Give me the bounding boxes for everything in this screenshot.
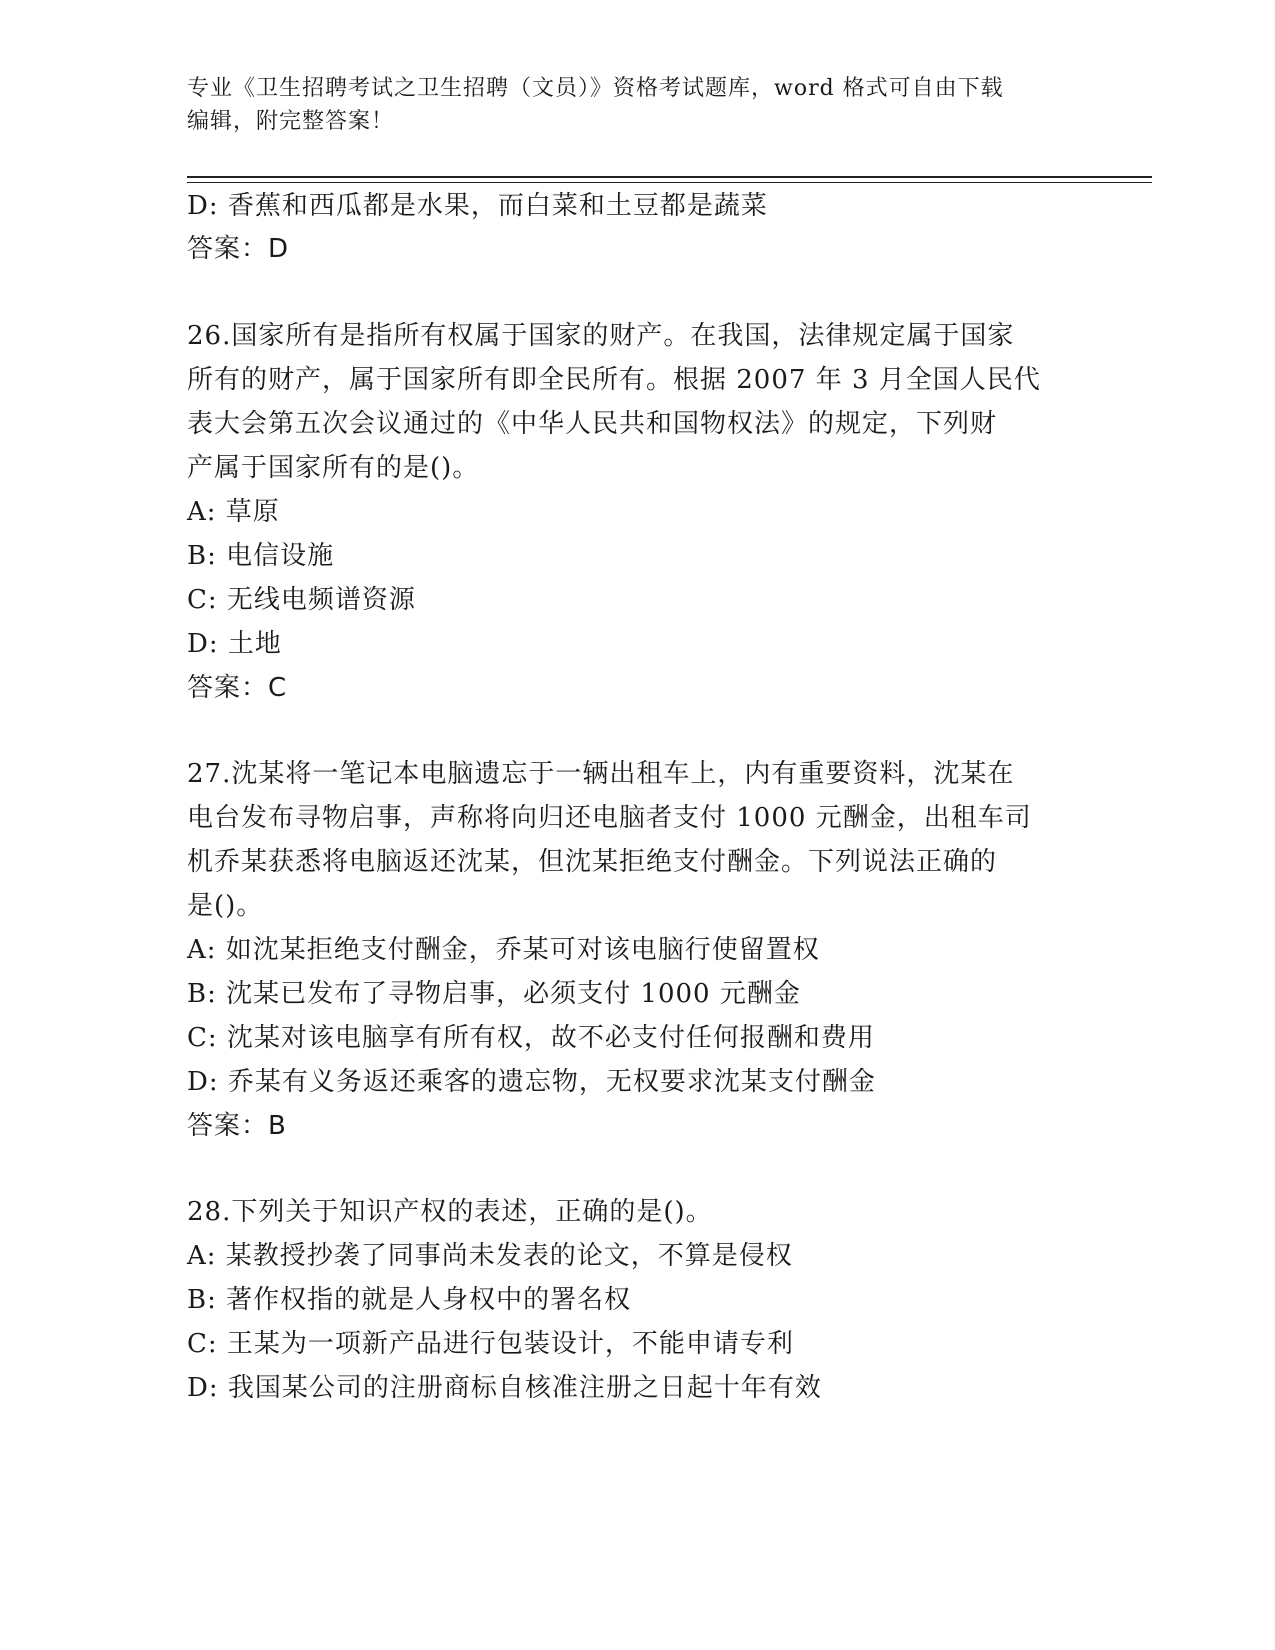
question-27-option-a: A: 如沈某拒绝支付酬金，乔某可对该电脑行使留置权 bbox=[187, 935, 820, 965]
question-27-answer: 答案：B bbox=[187, 1111, 287, 1141]
header-rule-thick bbox=[187, 176, 1152, 178]
question-26-option-a: A: 草原 bbox=[187, 497, 280, 527]
question-27-stem-4: 是()。 bbox=[187, 891, 264, 921]
question-28-option-c: C: 王某为一项新产品进行包装设计，不能申请专利 bbox=[187, 1329, 794, 1359]
document-header bbox=[187, 72, 1067, 138]
header-line-1: 专业《卫生招聘考试之卫生招聘（文员）》资格考试题库，word 格式可自由下载 bbox=[187, 76, 1004, 101]
question-26-stem-1: 26.国家所有是指所有权属于国家的财产。在我国，法律规定属于国家 bbox=[187, 321, 1015, 351]
question-26-option-d: D: 土地 bbox=[187, 629, 282, 659]
question-28-option-a: A: 某教授抄袭了同事尚未发表的论文，不算是侵权 bbox=[187, 1241, 793, 1271]
question-27-option-b: B: 沈某已发布了寻物启事，必须支付 1000 元酬金 bbox=[187, 979, 801, 1009]
question-26-stem-3: 表大会第五次会议通过的《中华人民共和国物权法》的规定，下列财 bbox=[187, 409, 998, 439]
question-26-stem-2: 所有的财产，属于国家所有即全民所有。根据 2007 年 3 月全国人民代 bbox=[187, 365, 1041, 395]
question-27-stem-1: 27.沈某将一笔记本电脑遗忘于一辆出租车上，内有重要资料，沈某在 bbox=[187, 759, 1015, 789]
question-26-option-b: B: 电信设施 bbox=[187, 541, 335, 571]
header-rule-thin bbox=[187, 182, 1152, 183]
question-27-stem-2: 电台发布寻物启事，声称将向归还电脑者支付 1000 元酬金，出租车司 bbox=[187, 803, 1032, 833]
question-28-option-b: B: 著作权指的就是人身权中的署名权 bbox=[187, 1285, 632, 1315]
header-line-2: 编辑，附完整答案！ bbox=[187, 109, 395, 134]
question-26-answer: 答案：C bbox=[187, 673, 288, 703]
question-27-option-c: C: 沈某对该电脑享有所有权，故不必支付任何报酬和费用 bbox=[187, 1023, 875, 1053]
answer-line: 答案：D bbox=[187, 234, 290, 264]
question-26-stem-4: 产属于国家所有的是()。 bbox=[187, 453, 480, 483]
question-27-stem-3: 机乔某获悉将电脑返还沈某，但沈某拒绝支付酬金。下列说法正确的 bbox=[187, 847, 998, 877]
question-28-stem-1: 28.下列关于知识产权的表述，正确的是()。 bbox=[187, 1197, 713, 1227]
option-d: D: 香蕉和西瓜都是水果，而白菜和土豆都是蔬菜 bbox=[187, 191, 768, 221]
question-26-option-c: C: 无线电频谱资源 bbox=[187, 585, 416, 615]
question-27-option-d: D: 乔某有义务返还乘客的遗忘物，无权要求沈某支付酬金 bbox=[187, 1067, 876, 1097]
question-28-option-d: D: 我国某公司的注册商标自核准注册之日起十年有效 bbox=[187, 1373, 822, 1403]
